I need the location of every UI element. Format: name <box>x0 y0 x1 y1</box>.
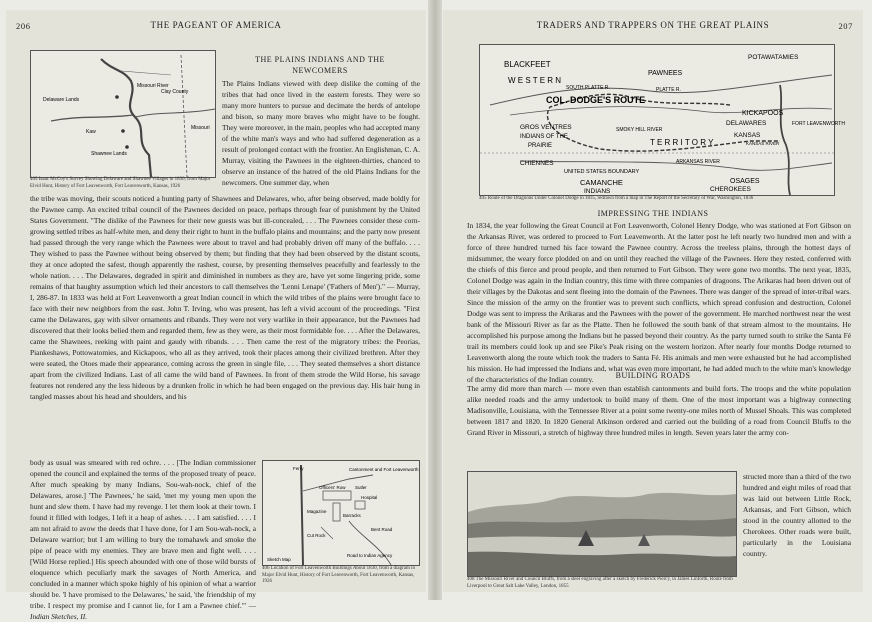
map-label-indians-of-the: INDIANS OF THE <box>520 134 568 140</box>
map-label-kansas: KANSAS <box>734 132 761 139</box>
diagram-label-hospital: Hospital <box>361 495 378 500</box>
building-roads-column-text: structed more than a third of the two hundred and eight miles of road that was laid out between Little Rock, Arkansas, and Fort Gibson, which stood in the country allotted to the Cherokees. Other roads were built, particularly in the Louisiana country. <box>743 472 851 558</box>
map-label-western: W E S T E R N <box>508 76 562 85</box>
map-label-chiennes: CHIENNES <box>520 160 554 167</box>
map-label-prairie: PRAIRIE <box>528 143 553 149</box>
map-label-indians: INDIANS <box>584 188 611 195</box>
map-label-south-platte: SOUTH PLATTE R. <box>566 85 610 91</box>
figure-mccoy-survey <box>30 50 216 192</box>
left-running-title: THE PAGEANT OF AMERICA <box>150 20 282 30</box>
right-page <box>443 10 863 592</box>
diagram-label-bent-road: Bent Road <box>371 527 393 532</box>
council-narrative-quote: body as usual was smeared with red ochre. . . . [The Indian commissioner opened the council and explained the terms of the proposed treaty of peace. After much speaking by many Indians, Sou-wah-nock, chief of the Delawares, arose.] 'The Pawnees,' he said, 'met my young men upon the hunt and slew them. I have had my revenge. I let them look at their town. I found it filled with lodges, I left it a heap of ashes. . . . I am satisfied. . . . I am not afraid to avow the deeds that I have done, for I am Sou-wah-nock, a Delaware warrior; but I am willing to bury the tomahawk and smoke the pipe of peace with my enemies. They are brave men and fight well. . . . [Wild Horse replied.] His speech abounded with one of those wild bursts of eloquence which peculiarly mark the savages of North America, and concluded in a manner which spoke highly of his opinion of what a warrior should be. 'I have promised to the Delawares,' he said, 'the friendship of my tribe. I respect my promise and I cannot lie, for I am a Pawnee chief.'" — <box>30 458 256 610</box>
map-label-pawnees: PAWNEES <box>648 70 683 77</box>
map-label-delawares: DELAWARES <box>726 120 767 127</box>
map-label-dodge-route: COL. DODGE'S ROUTE <box>546 95 646 105</box>
dragoon-route-map <box>479 44 845 196</box>
section-title-line-2: NEWCOMERS <box>292 66 348 75</box>
diagram-label-cut-rock: Cut Rock <box>307 533 326 538</box>
map-label-cherokees: CHEROKEES <box>710 186 751 193</box>
figure-council-bluffs <box>467 471 737 591</box>
map-label-fort-leavenworth: FORT LEAVENWORTH <box>792 121 845 127</box>
map-label-us-boundary: UNITED STATES BOUNDARY <box>564 169 640 175</box>
diagram-label-barracks: Barracks <box>343 513 361 518</box>
plains-indians-intro-text: The Plains Indians viewed with deep dislike the coming of the tribes that had once lived in the eastern forests. They were so many more hunters to pursue and decimate the herds of antelope and bison, so many more braves who might have to be fought. They were moreover, in the main, peoples who had accepted many of the white man's ways and who had suffered degeneration as a result of prolonged contact with the frontier. An Englishman, C. A. Murray, visiting the Pawnees in the eighteen-thirties, chanced to observe an instance of the hatred of the old Plains Indians for the newcomers. One summer day, when <box>222 79 420 187</box>
plains-indians-body-text: the tribe was moving, their scouts noticed a hunting party of Shawnees and Delawares, who, after being observed, made boldly for the Pawnee camp. An excited tribal council of the Pawnees decided on peace, perhaps through fear of punishment by the United States Government. "The dislike of the Pawnees for their new guests was but ill-concealed, . . . The Pawnees consider these corn-growing settled tribes as half-white men, and deny their right to hunt in the buffalo plains and mountains; and the party now present had passed through the very range which the Pawnees were about to travel and had probably driven off many of the buffalo. . . . They wished to pass the Pawnee without being observed by them; but finding that they had been observed by the distant scouts, they at once adopted the safest, though apparently the rashest, course, by presenting themselves peacefully and fearlessly to the whole nation. . . . The Delawares, degraded in spirit and diminished in numbers as they are, have yet some lingering pride, some remains of that haughty assumption which led their ancestors to call themselves the 'Lenni Lenape' ('Fathers of Men')." — Murray, I, 286-87. In 1833 was held at Fort Leavenworth a great Indian council in which the wild tribes of the plains were brought face to face with their new neighbors from the east. John T. Irving, who was present, has left a vivid account of the proceedings. "First came the Delawares, gay with silver ornaments and ribands. They were not very warlike in their appearance, but the Pawnees had discovered that their looks belied them and regarded them, few as they were, as their most formidable foe. . . . After the Delawares, came the Shawnees, reeking with paint and gaudy with ribands. . . . Then came the rest of the migratory tribes: the Peorias, Piankeshaws, Pottowatomies, and Kickapoos, who all as they arrived, took their places among their civilized brethren. After they were seated, the Otoes made their appearance, coming across the green in single file, . . . They seated themselves a short distance apart from the civilized Indians. Last of all came the wild band of Pawnees. In front of them strode the Wild Horse, his savage features not rendered any the less hideous by a drunken frolic in which he had been engaged on the previous day. His hair hung in tangled masses about his head and shoulders, and his <box>30 194 420 401</box>
caption-406: 406 Location of Fort Leavenworth Buildings About 1830, from a diagram in Major Elvid Hunt, History of Fort Leavenworth, Fort Leavenworth, Kansas, 1926 <box>262 566 416 584</box>
diagram-label-sketch-map: Sketch Map <box>267 557 291 562</box>
map-label-clay-county: Clay County <box>161 89 189 95</box>
mccoy-survey-map <box>30 50 216 178</box>
map-label-missouri-river: Missouri River <box>137 83 169 89</box>
right-running-title: TRADERS AND TRAPPERS ON THE GREAT PLAINS <box>536 20 770 30</box>
caption-405-left: 405 Isaac McCoy's Survey Showing Delaware and Shawnee Villages in 1830, from Major Elvid Hunt, History of Fort Leavenworth, Fort Leavenworth, Kansas, 1926 <box>30 177 211 189</box>
map-label-kansas-river: KANSAS RIVER <box>746 141 780 146</box>
fort-leavenworth-diagram <box>262 460 420 566</box>
section-title-impressing: IMPRESSING THE INDIANS <box>597 209 709 218</box>
map-label-platte: PLATTE R. <box>656 87 681 93</box>
council-bluffs-engraving <box>467 471 737 577</box>
map-label-kaw: Kaw <box>86 129 96 135</box>
caption-council-bluffs: 408 The Missouri River and Council Bluffs, from a steel engraving after a sketch by Frederick Piercy, in James Linforth, Route from Liverpool to Great Salt Lake Valley, London, 1855 <box>467 577 733 589</box>
map-label-shawnee: Shawnee Lands <box>91 151 127 157</box>
map-label-delaware: Delaware Lands <box>43 97 80 103</box>
caption-dragoon-route: 405 Route of the Dragoons Under Colonel Dodge in 1835, redrawn from a map in The Report of the Secretary of War, Washington, 1836 <box>479 196 754 201</box>
right-running-head <box>443 20 863 34</box>
section-title-line-1: THE PLAINS INDIANS AND THE <box>255 55 385 64</box>
diagram-label-magazine: Magazine <box>307 509 327 514</box>
council-narrative-source: Indian Sketches, II. <box>30 612 88 621</box>
right-page-number: 207 <box>838 21 853 31</box>
map-label-osages: OSAGES <box>730 178 760 185</box>
map-label-camanche: CAMANCHE <box>580 178 623 187</box>
impressing-indians-text: In 1834, the year following the Great Council at Fort Leavenworth, Colonel Henry Dodge, who was stationed at Fort Gibson on the Arkansas River, was ordered to proceed to Fort Leavenworth. At the latter post he left nearly two hundred men and with a force of three hundred turned his face toward the Pawnee country. Across the treeless plains, through the hottest days of midsummer, the weary force plodded on and on until they reached the village of the Pawnees. Here they rested, conferred with the chiefs of this fierce and proud people, and then returned to Fort Gibson. They were gone two months. The next year, 1835, Colonel Dodge was again in the Indian country, this time with three companies of dragoons. The Arikaras had been driven out of their villages by the Dakotas and sent fleeing into the domain of the Pawnees. There was danger of the spread of inter-tribal wars. Since the mission of the army on the frontier was to prevent such conflicts, which spread confusion and destruction, Colonel Dodge was sent to impress the Arikaras and the Pawnees with the power of the government. He marched northwest near the west bank of the Missouri River as far as the Platte. Then he followed the south bank of that stream almost to the mountains. He accomplished his purpose among the Indians but he passed beyond their country. As the party turned south to strike the Santa Fé trail its members could look up and see Pike's Peak rising on the western horizon. After nearly four months Dodge returned to Leavenworth along the route which took the traders to Santa Fé. His animals and men were exhausted but he had accomplished his mission. He had impressed the Indians and, what was even more important, he had added much to the white man's knowledge of the characteristics of the Indian country. <box>467 221 851 384</box>
map-label-gros-ventres: GROS VENTRES <box>520 124 572 131</box>
diagram-label-sutler: Sutler <box>355 485 367 490</box>
left-page-number: 206 <box>16 21 31 31</box>
council-narrative-text <box>30 457 256 621</box>
diagram-label-cantonment: Cantonment and Fort Leavenworth <box>349 467 419 472</box>
figure-fort-leavenworth <box>262 460 420 590</box>
map-label-arkansas-river: ARKANSAS RIVER <box>676 159 720 165</box>
map-label-blackfeet: BLACKFEET <box>504 60 551 69</box>
building-roads-text: The army did more than march — more even than establish cantonments and build forts. The troops and the white population alike needed roads and the army undertook to build many of them. One of the most important was a highway connecting Madisonville, Louisiana, with the Tennessee River at a point some twenty-one miles north of Mussel Shoals. This was completed between 1817 and 1820. In 1820 General Atkinson ordered and carried out the building of a road from Council Bluffs to the Grand River in Missouri, a stretch of highway three hundred miles in length. Seven years later the army con- <box>467 384 851 437</box>
book-gutter <box>428 0 442 600</box>
left-running-head <box>6 20 426 34</box>
diagram-label-agency-road: Road to Indian Agency <box>347 553 393 558</box>
diagram-label-officers-row: Officers' Row <box>319 485 346 490</box>
diagram-label-ferry: Ferry <box>293 466 304 471</box>
left-page <box>6 10 426 621</box>
section-title-building-roads: BUILDING ROADS <box>615 371 691 380</box>
section-title-plains-indians <box>220 54 420 76</box>
map-label-potawatamies: POTAWATAMIES <box>748 54 799 61</box>
map-label-kickapoos: KICKAPOOS <box>742 110 784 117</box>
map-label-smoky-hill: SMOKY HILL RIVER <box>616 127 663 133</box>
map-label-missouri: Missouri <box>191 125 210 131</box>
map-label-territory: T E R R I T O R Y <box>650 138 714 147</box>
